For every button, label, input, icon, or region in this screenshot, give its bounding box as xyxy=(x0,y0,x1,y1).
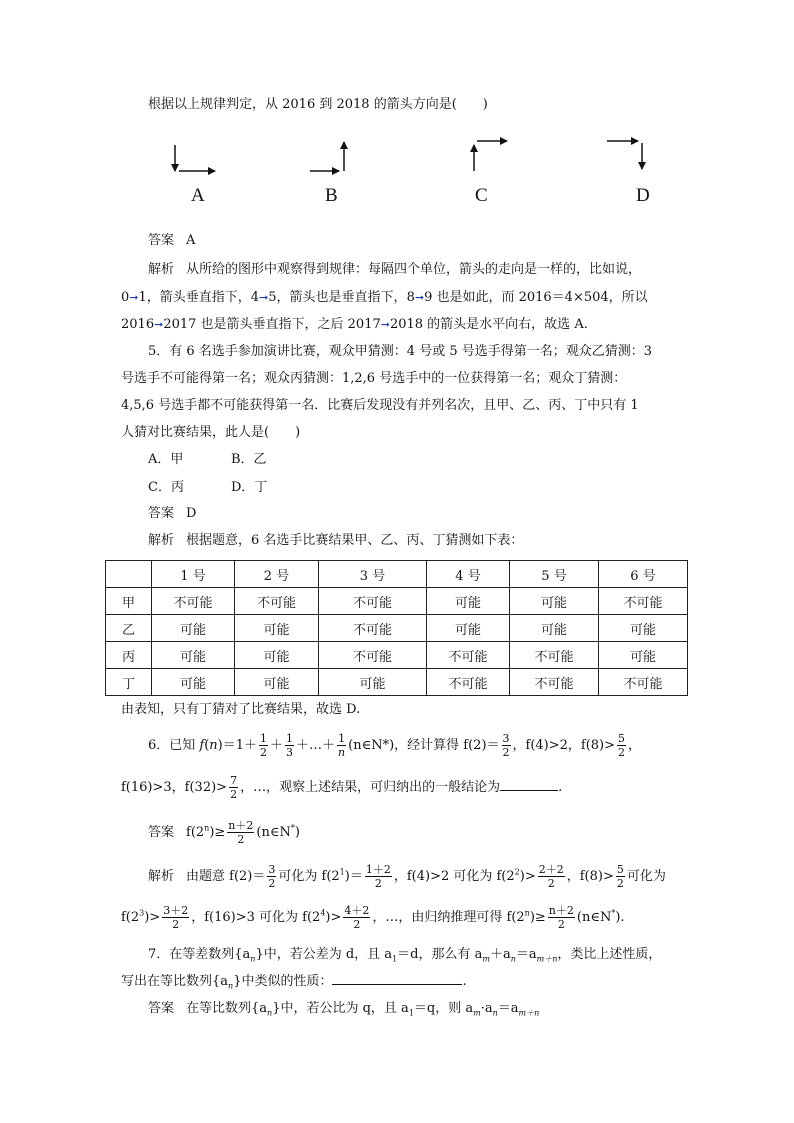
prediction-table xyxy=(105,560,688,696)
table-cell: 可能 xyxy=(235,669,319,696)
table-cell: 可能 xyxy=(427,588,510,615)
option-b-arrows xyxy=(310,142,344,171)
arrow-glyph: ➞ xyxy=(414,291,425,304)
table-cell: 不可能 xyxy=(510,669,599,696)
table-cell: 不可能 xyxy=(599,588,688,615)
q5-option-c: C．丙 xyxy=(148,480,184,495)
table-cell: 不可能 xyxy=(510,642,599,669)
table-cell: 不可能 xyxy=(152,588,235,615)
arrow-glyph: ➞ xyxy=(380,318,390,331)
q5-option-a: A．甲 xyxy=(148,452,184,467)
option-c-arrows xyxy=(474,141,507,171)
option-d-label: D xyxy=(636,185,650,206)
q5-option-b: B．乙 xyxy=(231,452,267,467)
q4-analysis-line2: 0➞1，箭头垂直指下，4➞5，箭头也是垂直指下，8➞9 也是如此，而 2016＝4×504，所以 xyxy=(121,290,648,305)
table-header-cell: 6 号 xyxy=(599,561,688,588)
table-cell: 可能 xyxy=(510,615,599,642)
q6-analysis-line1: 解析 由题意 f(2)＝ $\frac{3}{2}$ 可化为 $f(2^1)=$ $\frac{1+2}{2}$ ，f(4)>2 可化为 $f(2^2)>$ $\frac{2+2}{2}$ ，f(8)> $\frac{5}{2}$ 可化为 xyxy=(148,863,666,890)
table-cell: 可能 xyxy=(152,669,235,696)
arrow-diagrams xyxy=(155,125,665,220)
q7-answer: 答案 在等比数列$\{a_n\}$中，若公比为 q，且 $a_1=q$，则 $a_m\cdot a_n=a_{m+n}$ xyxy=(148,1001,540,1018)
table-cell: 不可能 xyxy=(319,588,427,615)
table-row xyxy=(106,615,688,642)
q5-question-line2: 号选手不可能得第一名；观众丙猜测：1,2,6 号选手中的一位获得第一名；观众丁猜测： xyxy=(121,371,627,386)
q6-question-line2: f(16)>3，f(32)> $\frac{7}{2}$ ，…，观察上述结果，可归纳出的一般结论为 . xyxy=(121,774,563,801)
option-a-arrows xyxy=(175,145,215,171)
option-b-label: B xyxy=(325,185,338,206)
table-cell: 可能 xyxy=(235,642,319,669)
table-cell: 不可能 xyxy=(427,669,510,696)
q4-answer: 答案 A xyxy=(148,233,196,248)
arrow-glyph: ➞ xyxy=(154,318,164,331)
table-cell: 可能 xyxy=(152,615,235,642)
option-a-label: A xyxy=(191,185,205,206)
answer-blank xyxy=(332,983,462,985)
table-header-cell: 1 号 xyxy=(152,561,235,588)
q4-analysis-line3: 2016➞2017 也是箭头垂直指下，之后 2017➞2018 的箭头是水平向右，故选 A. xyxy=(121,317,588,332)
table-cell: 可能 xyxy=(599,615,688,642)
table-cell: 不可能 xyxy=(427,642,510,669)
table-row xyxy=(106,588,688,615)
table-cell: 可能 xyxy=(427,615,510,642)
table-cell: 乙 xyxy=(106,615,152,642)
table-cell: 不可能 xyxy=(319,642,427,669)
table-row xyxy=(106,669,688,696)
table-cell: 甲 xyxy=(106,588,152,615)
table-cell: 可能 xyxy=(599,642,688,669)
q5-conclusion: 由表知，只有丁猜对了比赛结果，故选 D. xyxy=(121,702,361,717)
arrow-glyph: ➞ xyxy=(129,291,139,304)
q6-question-line1: 6．已知 f(n)＝1＋ $\frac{1}{2}$ ＋ $\frac{1}{3}$ ＋…＋ $\frac{1}{n}$ (n∈N*)，经计算得 f(2)＝ $\frac{3}{2}$ ，f(4)>2，f(8)> $\frac{5}{2}$ ， xyxy=(148,732,642,759)
table-cell: 丙 xyxy=(106,642,152,669)
table-cell: 可能 xyxy=(152,642,235,669)
q5-options-row1 xyxy=(148,451,267,469)
q7-question-line2: 写出在等比数列$\{a_n\}$中类似的性质： . xyxy=(121,974,467,991)
table-header-cell: 3 号 xyxy=(319,561,427,588)
table-cell: 可能 xyxy=(235,615,319,642)
table-cell: 丁 xyxy=(106,669,152,696)
q5-question-line1: 5．有 6 名选手参加演讲比赛，观众甲猜测：4 号或 5 号选手得第一名；观众乙猜测：3 xyxy=(148,344,653,359)
option-d-arrows xyxy=(607,141,642,169)
option-c-label: C xyxy=(475,185,488,206)
table-cell: 不可能 xyxy=(599,669,688,696)
q4-analysis-line1: 解析 从所给的图形中观察得到规律：每隔四个单位，箭头的走向是一样的，比如说， xyxy=(148,262,642,277)
q6-answer: 答案 $f(2^n)\ge$ $\frac{n+2}{2}$ (n∈N*) xyxy=(148,819,300,846)
q6-analysis-line2: $f(2^3)>$ $\frac{3+2}{2}$ ，f(16)>3 可化为 $f(2^4)>$ $\frac{4+2}{2}$ ，…，由归纳推理可得 $f(2^n)\ge$ $\frac{n+2}{2}$ (n∈N*). xyxy=(121,904,625,931)
table-cell: 不可能 xyxy=(319,615,427,642)
arrow-glyph: ➞ xyxy=(259,291,269,304)
table-header-cell: 2 号 xyxy=(235,561,319,588)
q5-question-line4: 人猜对比赛结果，此人是( ) xyxy=(121,425,301,440)
table-header-cell: 4 号 xyxy=(427,561,510,588)
q5-option-d: D．丁 xyxy=(231,480,268,495)
table-header-row xyxy=(106,561,688,588)
q5-answer: 答案 D xyxy=(148,506,197,521)
q4-question: 根据以上规律判定，从 2016 到 2018 的箭头方向是( ) xyxy=(148,97,488,112)
q5-options-row2 xyxy=(148,479,267,497)
arrow-options-figure xyxy=(155,125,665,220)
table-header-cell xyxy=(106,561,152,588)
table-cell: 可能 xyxy=(510,588,599,615)
q5-analysis: 解析 根据题意，6 名选手比赛结果甲、乙、丙、丁猜测如下表： xyxy=(148,533,524,548)
q5-question-line3: 4,5,6 号选手都不可能获得第一名．比赛后发现没有并列名次，且甲、乙、丙、丁中只有 1 xyxy=(121,398,639,413)
table-cell: 不可能 xyxy=(235,588,319,615)
table-row xyxy=(106,642,688,669)
table-header-cell: 5 号 xyxy=(510,561,599,588)
answer-blank xyxy=(500,789,558,791)
q7-question-line1: 7．在等差数列$\{a_n\}$中，若公差为 d，且 $a_1=d$，那么有 $a_m+a_n=a_{m+n}$，类比上述性质， xyxy=(148,947,662,964)
table-cell: 可能 xyxy=(319,669,427,696)
